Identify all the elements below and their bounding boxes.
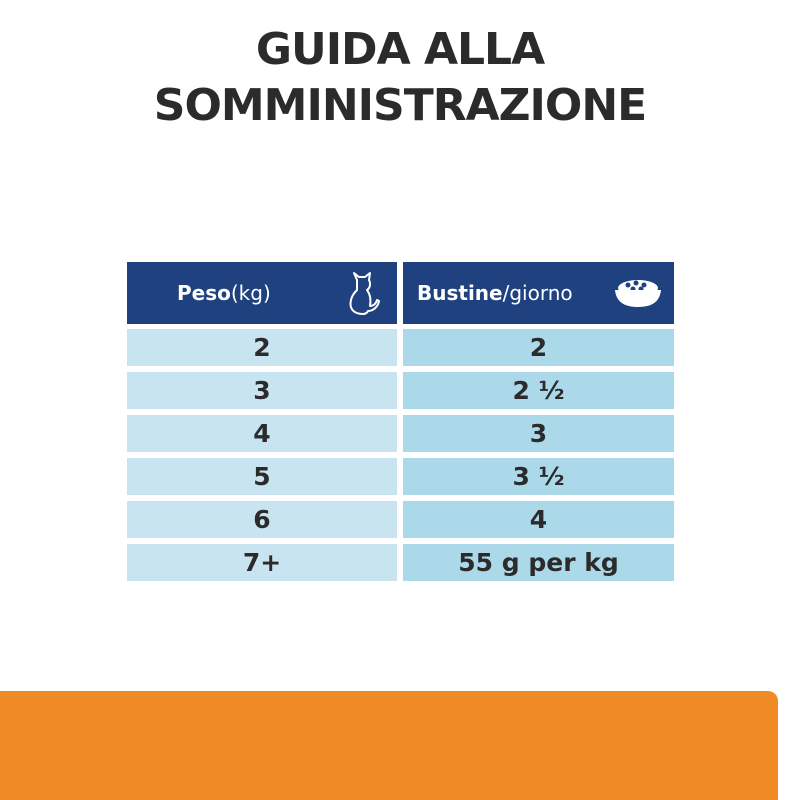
title-line-2: SOMMINISTRAZIONE (153, 80, 647, 131)
weight-cell: 2 (127, 329, 397, 366)
cat-icon (343, 270, 383, 316)
header-pouches-label: Bustine (417, 281, 503, 305)
weight-cell: 7+ (127, 544, 397, 581)
feeding-table (127, 262, 677, 581)
weight-cell: 3 (127, 372, 397, 409)
table-row (127, 544, 677, 581)
pouches-cell: 4 (403, 501, 674, 538)
weight-cell: 6 (127, 501, 397, 538)
pouches-cell: 3 (403, 415, 674, 452)
pouches-cell: 3 ½ (403, 458, 674, 495)
header-weight (127, 262, 397, 324)
table-row (127, 372, 677, 409)
weight-cell: 5 (127, 458, 397, 495)
pouches-cell: 55 g per kg (403, 544, 674, 581)
page-title (0, 22, 800, 134)
header-pouches (403, 262, 674, 324)
header-weight-label: Peso (177, 281, 231, 305)
header-pouches-unit: /giorno (502, 281, 573, 305)
table-header (127, 262, 677, 324)
table-row (127, 458, 677, 495)
pouches-cell: 2 (403, 329, 674, 366)
title-line-1: GUIDA ALLA (255, 24, 545, 75)
weight-cell: 4 (127, 415, 397, 452)
food-bowl-icon (612, 276, 664, 310)
orange-accent-band (0, 691, 778, 800)
table-row (127, 329, 677, 366)
header-weight-unit: (kg) (230, 281, 271, 305)
pouches-cell: 2 ½ (403, 372, 674, 409)
table-row (127, 501, 677, 538)
table-row (127, 415, 677, 452)
